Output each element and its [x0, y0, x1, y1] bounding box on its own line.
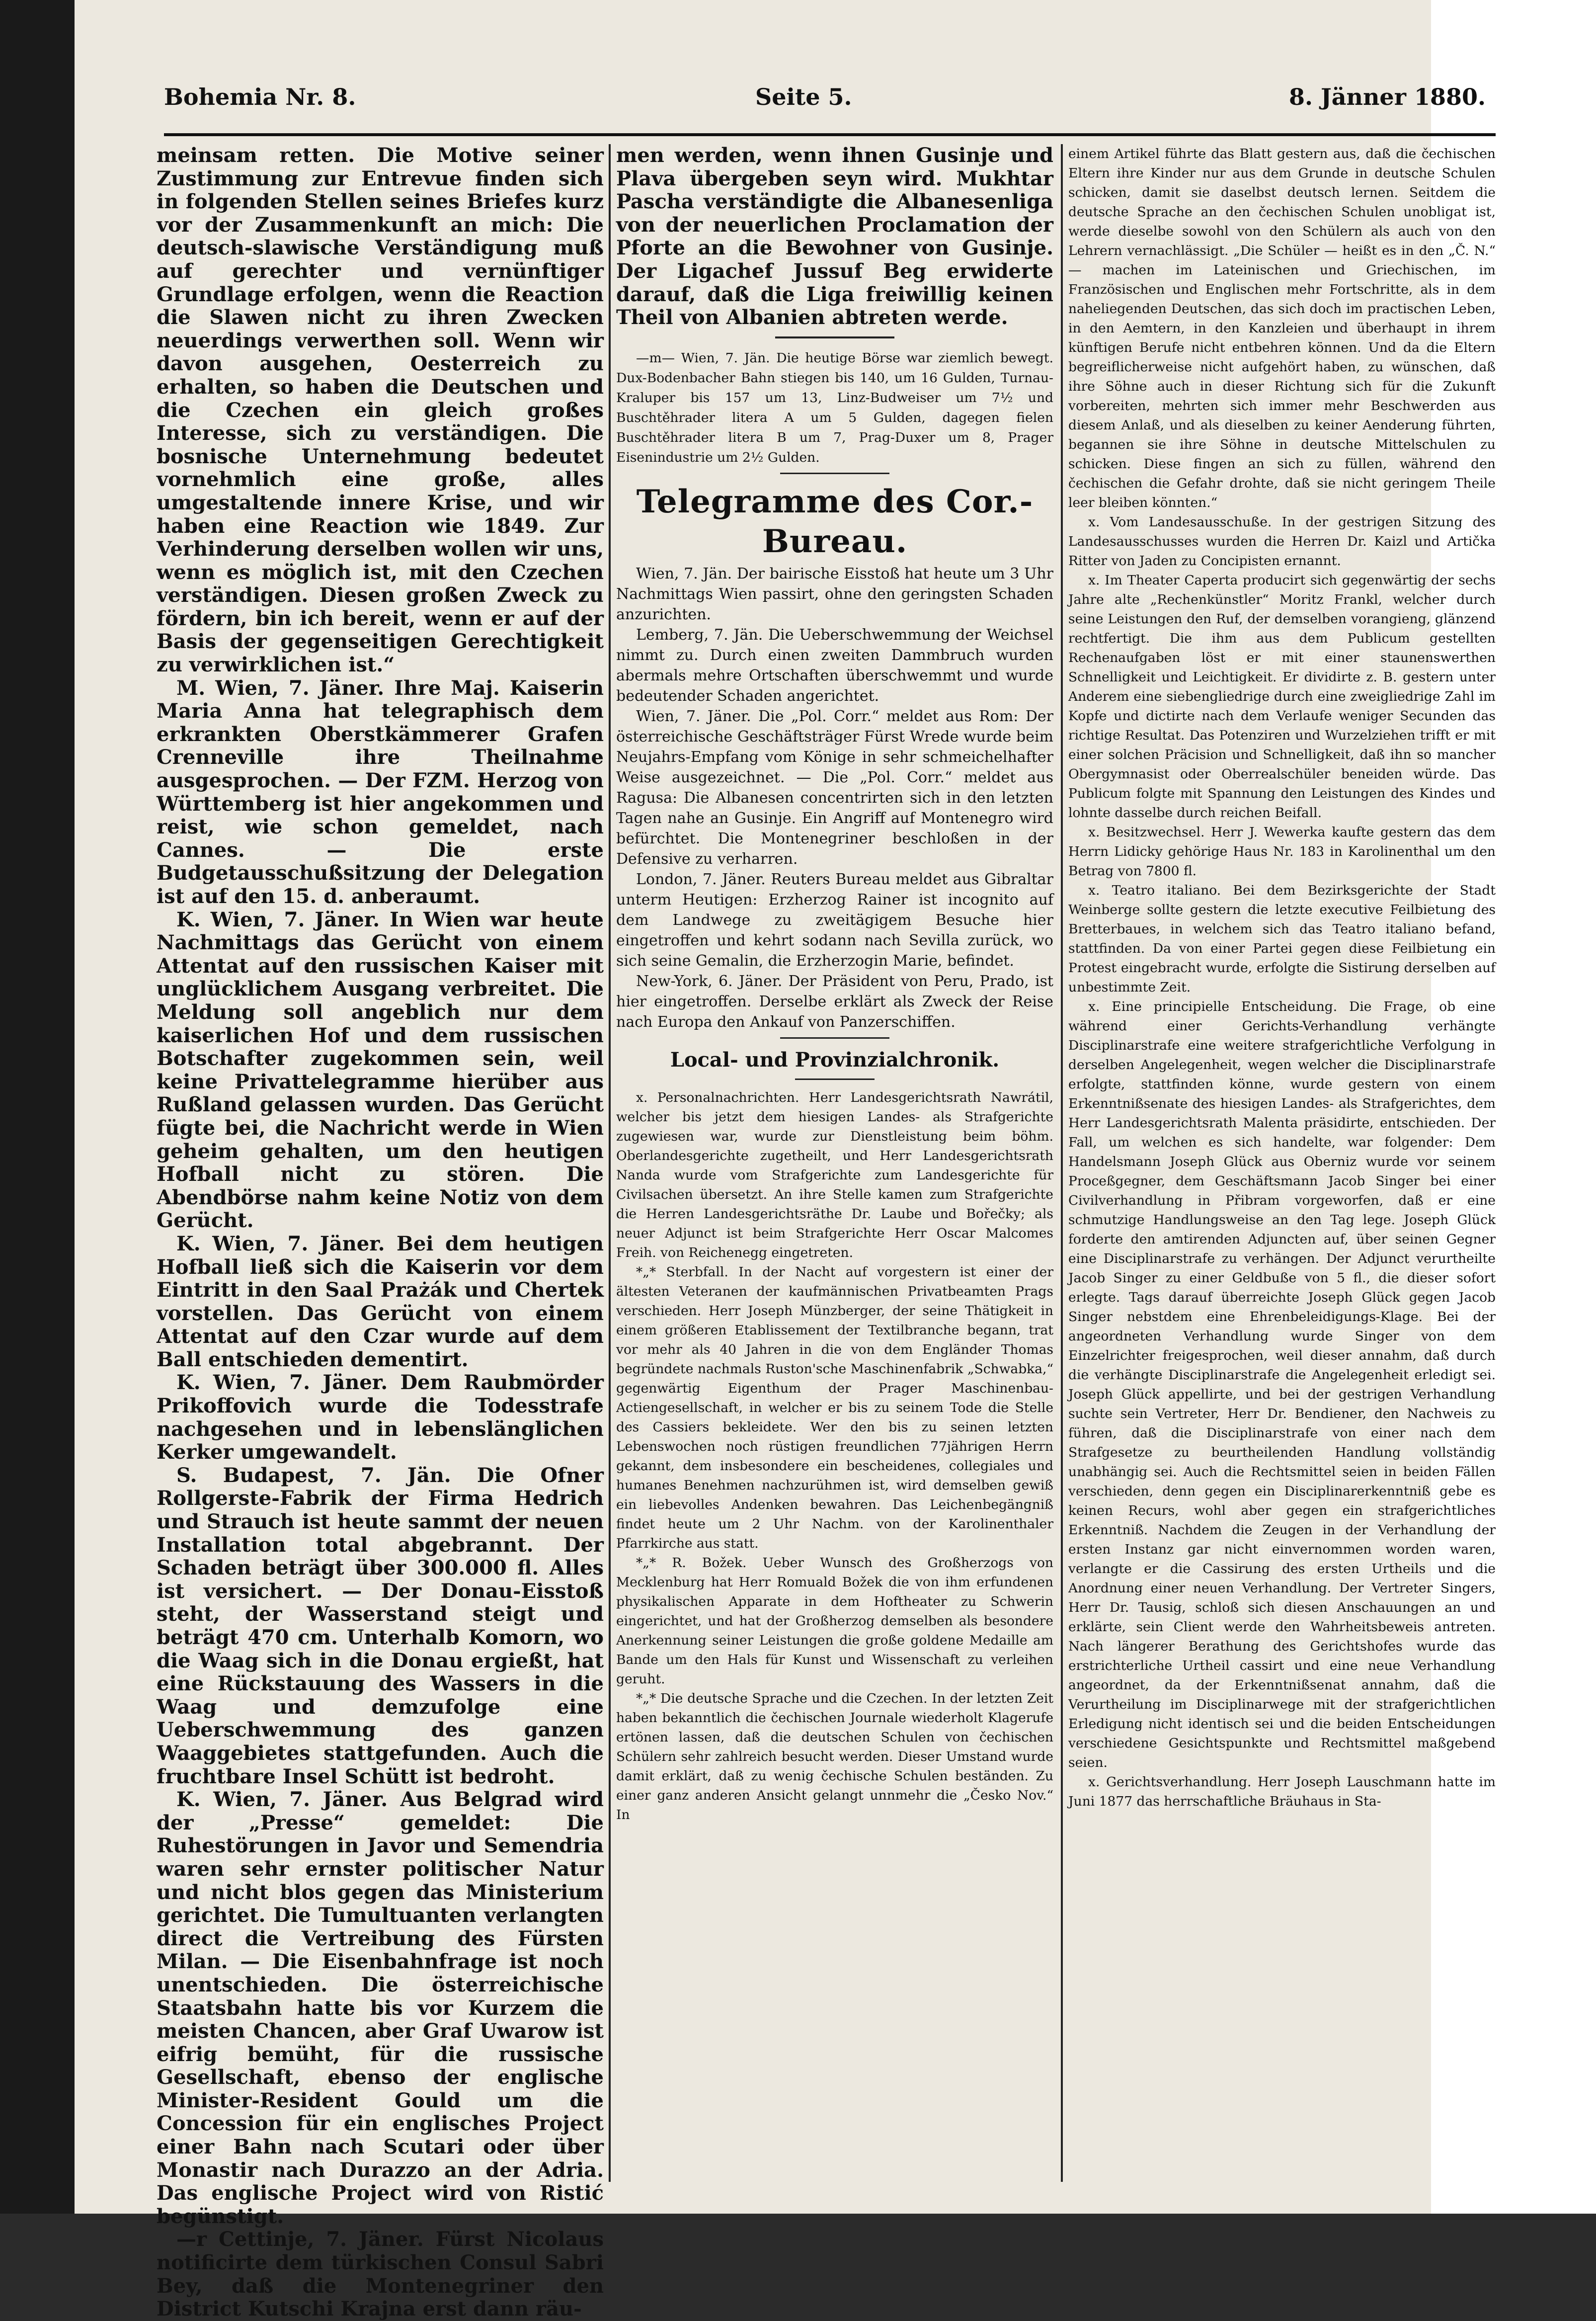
article-paragraph: K. Wien, 7. Jäner. Bei dem heutigen Hofball ließ sich die Kaiserin vor dem Eintritt in den Saal Prażák und Chertek vorstellen. Das Gerücht von einem Attentat auf den Czar wurde auf dem Ball entschieden dementirt. — [157, 1232, 604, 1371]
column-3 — [1068, 144, 1496, 2182]
column-2 — [616, 144, 1053, 2182]
article-paragraph: M. Wien, 7. Jäner. Ihre Maj. Kaiserin Maria Anna hat telegraphisch dem erkrankten Oberstkämmerer Grafen Crenneville ihre Theilnahme ausgesprochen. — Der FZM. Herzog von Württemberg ist hier angekommen und reist, wie schon gemeldet, nach Cannes. — Die erste Budgetausschußsitzung der Delegation ist auf den 15. d. anberaumt. — [157, 676, 604, 908]
header-rule — [164, 133, 1496, 136]
section-divider — [780, 1037, 889, 1039]
local-news-item: x. Vom Landesausschuße. In der gestrigen Sitzung des Landesausschusses wurden die Herren Dr. Kaizl und Artička Ritter von Jaden zu Concipisten ernannt. — [1068, 514, 1496, 569]
header-page-number: Seite 5. — [755, 83, 852, 110]
page-header — [164, 75, 1496, 119]
local-news-item: x. Besitzwechsel. Herr J. Wewerka kaufte gestern das dem Herrn Lidicky gehörige Haus Nr. 183 in Karolinenthal um den Betrag von 7800 fl. — [1068, 825, 1496, 879]
local-news-item: einem Artikel führte das Blatt gestern aus, daß die čechischen Eltern ihre Kinder nur aus dem Grunde in deutsche Schulen schicken, damit sie daselbst deutsch lernen. Seitdem die deutsche Sprache an den čechischen Schulen unobligat ist, werde dieselbe sowohl von den Schülern als auch von den Lehrern vernachlässigt. „Die Schüler — heißt es in den „Č. N.“ — machen im Lateinischen und Griechischen, im Französischen und Englischen mehr Fortschritte, als in dem naheliegenden Deutschen, das sich doch im practischen Leben, in den Aemtern, in den Kanzleien und überhaupt in ihrem künftigen Berufe nicht entbehren können. Und da die Eltern begreiflicherweise nicht aufgehört haben, zu wünschen, daß ihre Söhne auch in dieser Richtung sich für die Zukunft vorbereiten, mehrten sich immer mehr Beschwerden aus diesem Anlaß, und als dieselben zu keiner Aenderung führten, begannen sie ihre Söhne in deutsche Mittelschulen zu schicken. Diese fingen an sich zu füllen, während den čechischen die Gefahr drohte, daß sie nicht geringem Theile leer bleiben könnten.“ — [1068, 146, 1496, 510]
stock-report: —m— Wien, 7. Jän. Die heutige Börse war ziemlich bewegt. Dux-Bodenbacher Bahn stiegen bis 140, um 16 Gulden, Turnau-Kraluper bis 157 um 13, Linz-Budweiser um 7½ und Buschtěhrader litera A um 5 Gulden, dagegen fielen Buschtěhrader litera B um 7, Prag-Duxer um 8, Prager Eisenindustrie um 2½ Gulden. — [616, 350, 1053, 465]
local-news-item: *„* R. Božek. Ueber Wunsch des Großherzogs von Mecklenburg hat Herr Romuald Božek die von ihm erfundenen physikalischen Apparate in dem Hoftheater zu Schwerin eingerichtet, und hat der Großherzog demselben als besondere Anerkennung seiner Leistungen die große goldene Medaille am Bande um den Hals für Kunst und Wissenschaft zu verleihen geruht. — [616, 1555, 1053, 1687]
scan-gutter — [0, 0, 75, 2214]
article-paragraph: —r Cettinje, 7. Jäner. Fürst Nicolaus notificirte dem türkischen Consul Sabri Bey, daß die Montenegriner den District Kutschi Krajna erst dann räu- — [157, 2228, 604, 2321]
header-publication: Bohemia Nr. 8. — [164, 83, 356, 110]
article-paragraph: meinsam retten. Die Motive seiner Zustimmung zur Entrevue finden sich in folgenden Stellen seines Briefes kurz vor der Zusammenkunft an mich: Die deutsch-slawische Verständigung muß auf gerechter und vernünftiger Grundlage erfolgen, wenn die Reaction die Slawen nicht zu ihren Zwecken neuerdings verwerthen soll. Wenn wir davon ausgehen, Oesterreich zu erhalten, so haben die Deutschen und die Czechen ein gleich großes Interesse, sich zu verständigen. Die bosnische Unternehmung bedeutet vornehmlich eine große, alles umgestaltende innere Krise, und wir haben eine Reaction wie 1849. Zur Verhinderung derselben wollen wir uns, wenn es möglich ist, mit den Czechen verständigen. Diesen großen Zweck zu fördern, bin ich bereit, wenn er auf der Basis der gegenseitigen Gerechtigkeit zu verwirklichen ist.“ — [157, 144, 604, 677]
local-news-item: x. Personalnachrichten. Herr Landesgerichtsrath Nawrátil, welcher bis jetzt dem hiesigen Landes- als Strafgerichte zugewiesen war, wurde zur Dienstleistung beim böhm. Oberlandesgerichte zugetheilt, und Herr Landesgerichtsrath Nanda wurde vom Strafgerichte zum Landesgerichte für Civilsachen übersetzt. An ihre Stelle kamen zum Strafgerichte die Herren Landesgerichtsräthe Dr. Laube und Bořečky; als neuer Adjunct ist beim Strafgerichte Herr Oscar Malcomes Freih. von Reichenegg eingetreten. — [616, 1089, 1053, 1260]
column-rule — [1061, 144, 1063, 2182]
article-paragraph: K. Wien, 7. Jäner. In Wien war heute Nachmittags das Gerücht von einem Attentat auf den russischen Kaiser mit unglücklichem Ausgang verbreitet. Die Meldung soll angeblich nur dem kaiserlichen Hof und dem russischen Botschafter zugekommen sein, weil keine Privattelegramme hierüber aus Rußland gelassen wurden. Das Gerücht fügte bei, die Nachricht werde in Wien geheim gehalten, um den heutigen Hofball nicht zu stören. Die Abendbörse nahm keine Notiz von dem Gerücht. — [157, 908, 604, 1233]
telegram-item: New-York, 6. Jäner. Der Präsident von Peru, Prado, ist hier eingetroffen. Derselbe erklärt als Zweck der Reise nach Europa den Ankauf von Panzerschiffen. — [616, 972, 1053, 1031]
telegram-item: London, 7. Jäner. Reuters Bureau meldet aus Gibraltar unterm Heutigen: Erzherzog Rainer ist incognito auf dem Landwege zu zweitägigem Besuche hier eingetroffen und kehrt sodann nach Sevilla zurück, wo sich seine Gemalin, die Erzherzogin Marie, befindet. — [616, 870, 1053, 970]
section-divider — [795, 1078, 875, 1080]
column-rule — [609, 144, 611, 2182]
local-news-item: *„* Sterbfall. In der Nacht auf vorgestern ist einer der ältesten Veteranen der kaufmännischen Privatbeamten Prags verschieden. Herr Joseph Münzberger, der seine Thätigkeit in einem größeren Etablissement der Textilbranche begann, trat vor mehr als 40 Jahren in die von dem Engländer Thomas begründete nachmals Ruston'sche Maschinenfabrik „Schwabka,“ gegenwärtig Eigenthum der Prager Maschinenbau-Actiengesellschaft, in welcher er bis zu seinem Tode die Stelle des Cassiers bekleidete. Wer den bis zu seinen letzten Lebenswochen noch rüstigen freundlichen 77jährigen Herrn gekannt, dem insbesondere ein bescheidenes, collegiales und humanes Benehmen nachzurühmen ist, wird demselben gewiß ein liebevolles Andenken bewahren. Das Leichenbegängniß findet heute um 2 Uhr Nachm. von der Karolinenthaler Pfarrkirche aus statt. — [616, 1264, 1053, 1551]
local-news-item: x. Im Theater Caperta producirt sich gegenwärtig der sechs Jahre alte „Rechenkünstler“ Moritz Frankl, welcher durch seine Leistungen den Ruf, der demselben vorangieng, glänzend rechtfertigt. Die ihm aus dem Publicum gestellten Rechenaufgaben löst er mit einer staunenswerthen Schnelligkeit und Leichtigkeit. Er dividirte z. B. gestern unter Anderem eine siebengliedrige durch eine zweigliedrige Zahl im Kopfe und dictirte nach dem Verlaufe weniger Secunden das richtige Resultat. Das Potenziren und Wurzelziehen trifft er mit einer solchen Präcision und Schnelligkeit, daß ihn so mancher Obergymnasist oder Oberrealschüler beneiden würde. Das Publicum folgte mit Spannung den Leistungen des Kindes und lohnte dasselbe durch reichen Beifall. — [1068, 573, 1496, 821]
local-news-item: x. Teatro italiano. Bei dem Bezirksgerichte der Stadt Weinberge sollte gestern die letzte executive Feilbietung des Bretterbaues, in welchem sich das Teatro italiano befand, stattfinden. Da von einer Partei gegen diese Feilbietung ein Protest eingebracht wurde, erfolgte die Sistirung derselben auf unbestimmte Zeit. — [1068, 883, 1496, 995]
local-news-item: x. Gerichtsverhandlung. Herr Joseph Lauschmann hatte im Juni 1877 das herrschaftliche Bräuhaus in Sta- — [1068, 1774, 1496, 1809]
telegram-item: Wien, 7. Jän. Der bairische Eisstoß hat heute um 3 Uhr Nachmittags Wien passirt, ohne den geringsten Schaden anzurichten. — [616, 565, 1053, 623]
telegram-item: Lemberg, 7. Jän. Die Ueberschwemmung der Weichsel nimmt zu. Durch einen zweiten Dammbruch wurden abermals mehre Ortschaften überschwemmt und wurde bedeutender Schaden angerichtet. — [616, 626, 1053, 705]
article-paragraph: K. Wien, 7. Jäner. Aus Belgrad wird der „Presse“ gemeldet: Die Ruhestörungen in Javor und Semendria waren sehr ernster politischer Natur und nicht blos gegen das Ministerium gerichtet. Die Tumultuanten verlangten direct die Vertreibung des Fürsten Milan. — Die Eisenbahnfrage ist noch unentschieden. Die österreichische Staatsbahn hatte bis vor Kurzem die meisten Chancen, aber Graf Uwarow ist eifrig bemüht, für die russische Gesellschaft, ebenso der englische Minister-Resident Gould um die Concession für ein englisches Project einer Bahn nach Scutari oder über Monastir nach Durazzo an der Adria. Das englische Project wird von Ristić begünstigt. — [157, 1788, 604, 2228]
telegram-item: Wien, 7. Jäner. Die „Pol. Corr.“ meldet aus Rom: Der österreichische Geschäftsträger Fürst Wrede wurde beim Neujahrs-Empfang vom Könige in sehr schmeichelhafter Weise ausgezeichnet. — Die „Pol. Corr.“ meldet aus Ragusa: Die Albanesen concentrirten sich in den letzten Tagen nahe an Gusinje. Ein Angriff auf Montenegro wird befürchtet. Die Montenegriner beschloßen in der Defensive zu verharren. — [616, 707, 1053, 868]
section-divider — [780, 473, 889, 474]
header-date: 8. Jänner 1880. — [1288, 83, 1486, 110]
local-news-item: *„* Die deutsche Sprache und die Czechen. In der letzten Zeit haben bekanntlich die čechischen Journale wiederholt Klagerufe ertönen lassen, daß die deutschen Schulen von čechischen Schülern sehr zahlreich besucht werden. Dieser Umstand wurde damit erklärt, daß zu wenig čechische Schulen beständen. Zu einer ganz anderen Ansicht gelangt unnmehr die „Česko Nov.“ In — [616, 1690, 1053, 1823]
section-divider — [775, 336, 894, 338]
newspaper-page — [75, 0, 1496, 2321]
local-news-item: x. Eine principielle Entscheidung. Die Frage, ob eine während einer Gerichts-Verhandlung verhängte Disciplinarstrafe eine weitere strafgerichtliche Verfolgung in derselben Angelegenheit, wegen welcher die Disciplinarstrafe erfolgte, stattfinden könne, wurde gestern von einem Erkenntnißsenate des hiesigen Landes- als Strafgerichtes, dem Herr Landesgerichtsrath Malenta präsidirte, entschieden. Der Fall, um welchen es sich handelte, war folgender: Dem Handelsmann Joseph Glück aus Oberniz wurde vor seinem Proceßgegner, dem Geschäftsmann Jacob Singer bei einer Civilverhandlung in Přibram vorgeworfen, daß er eine schmutzige Handlungsweise an den Tag lege. Joseph Glück forderte den amtirenden Adjuncten auf, über seinen Gegner eine Disciplinarstrafe zu verhängen. Der Adjunct verurtheilte Jacob Singer zu einer Geldbuße von 5 fl., die dieser sofort erlegte. Tags darauf überreichte Joseph Glück gegen Jacob Singer nebstdem eine Ehrenbeleidigungs-Klage. Bei der angeordneten Verhandlung wurde Singer von dem Einzelrichter freigesprochen, weil dieser annahm, daß durch die verhängte Disciplinarstrafe die Angelegenheit erledigt sei. Joseph Glück appellirte, und bei der gestrigen Verhandlung suchte sein Vertreter, Herr Dr. Bendiener, den Nachweis zu führen, daß die Disciplinarstrafe von einer nach dem Strafgesetze zu beurtheilenden Handlung vollständig unabhängig sei. Auch die Rechtsmittel seien in beiden Fällen verschieden, denn gegen ein Disciplinarerkenntniß gebe es keinen Recurs, wohl aber gegen ein strafgerichtliches Erkenntniß. Nachdem die Zeugen in der Verhandlung der ersten Instanz gar nicht einvernommen worden waren, verlangte er die Cassirung des ersten Urtheils und die Anordnung einer neuen Verhandlung. Der Vertreter Singers, Herr Dr. Tausig, schloß sich diesen Anschauungen an und erklärte, sein Client werde den Wahrheitsbeweis antreten. Nach längerer Berathung des Gerichtshofes wurde das erstrichterliche Urtheil cassirt und eine neue Verhandlung angeordnet, da der Erkenntnißsenat annahm, daß die Verurtheilung im Disciplinarwege mit der strafgerichtlichen Erledigung nicht identisch sei und die beiden Entscheidungen verschiedene Gesichtspunkte und Rechtsmittel maßgebend seien. — [1068, 999, 1496, 1770]
column-1 — [157, 144, 604, 2321]
section-title-telegramme: Telegramme des Cor.-Bureau. — [636, 483, 1034, 560]
section-title-local: Local- und Provinzialchronik. — [670, 1048, 1000, 1072]
article-paragraph: men werden, wenn ihnen Gusinje und Plava übergeben seyn wird. Mukhtar Pascha verständigte die Albanesenliga von der neuerlichen Proclamation der Pforte an die Bewohner von Gusinje. Der Ligachef Jussuf Beg erwiderte darauf, daß die Liga freiwillig keinen Theil von Albanien abtreten werde. — [616, 144, 1053, 330]
article-paragraph: K. Wien, 7. Jäner. Dem Raubmörder Prikoffovich wurde die Todesstrafe nachgesehen und in lebenslänglichen Kerker umgewandelt. — [157, 1371, 604, 1464]
article-paragraph: S. Budapest, 7. Jän. Die Ofner Rollgerste-Fabrik der Firma Hedrich und Strauch ist heute sammt der neuen Installation total abgebrannt. Der Schaden beträgt über 300.000 fl. Alles ist versichert. — Der Donau-Eisstoß steht, der Wasserstand steigt und beträgt 470 cm. Unterhalb Komorn, wo die Waag sich in die Donau ergießt, hat eine Rückstauung des Wassers in die Waag und demzufolge eine Ueberschwemmung des ganzen Waaggebietes stattgefunden. Auch die fruchtbare Insel Schütt ist bedroht. — [157, 1463, 604, 1788]
